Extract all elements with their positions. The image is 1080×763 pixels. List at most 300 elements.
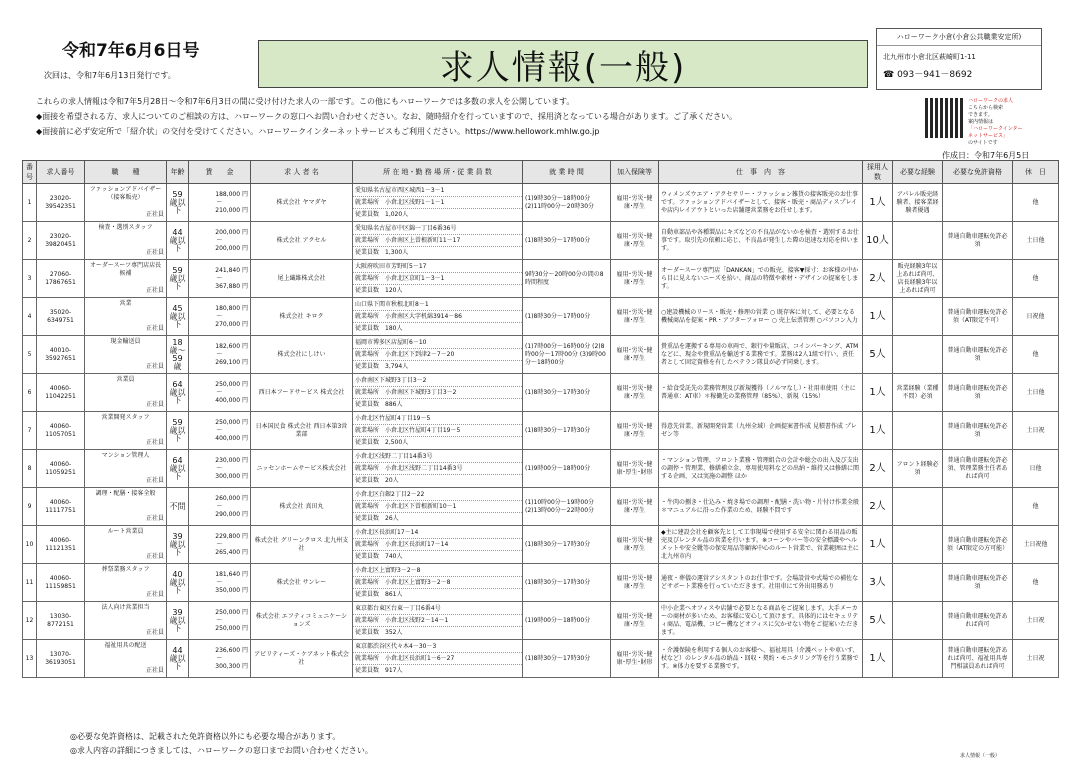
required-license: 普通自動車運転免許必須 <box>943 412 1013 450</box>
column-header: 番号 <box>23 161 37 184</box>
qr-note-line: ハローワークの求人 <box>968 98 1014 104</box>
job-title-cell <box>85 184 167 222</box>
work-place-label: 就業場所 <box>355 237 380 244</box>
job-description: オーダースーツ専門店「DANKAN」での販売、接客▼採寸：お客様の中から目に見えないニーズを拾い、商品の特徴や素材・デザインの提案をします。 <box>659 260 863 298</box>
employee-count: 180人 <box>385 325 403 332</box>
wage-unit: 円 <box>241 456 248 464</box>
issue-date: 令和7年6月6日号 <box>62 41 200 61</box>
employment-type: 正社員 <box>145 553 164 560</box>
employment-type: 正社員 <box>145 401 164 408</box>
age-limit: 44歳以下 <box>167 222 189 260</box>
employees-label: 従業員数 <box>355 363 380 370</box>
hiring-count: 1人 <box>863 526 893 564</box>
qr-note-line: のサイトです <box>968 140 998 146</box>
employment-type: 正社員 <box>145 477 164 484</box>
job-id: 40060-11042251 <box>37 374 85 412</box>
column-header: 加入保険等 <box>611 161 659 184</box>
employment-type: 正社員 <box>145 325 164 332</box>
work-place: 小倉北区浅野2－14－1 <box>385 617 449 624</box>
wage-cell <box>189 526 251 564</box>
insurance: 雇用･労災･健康･厚生･財形 <box>611 450 659 488</box>
footer-notes <box>70 730 373 758</box>
job-description: 得意先営業、新規開発営業（九州全域）企画提案書作成 見積書作成 プレゼン等 <box>659 412 863 450</box>
work-place-label: 就業場所 <box>355 275 380 282</box>
location-cell <box>353 184 523 222</box>
work-place-label: 就業場所 <box>355 541 380 548</box>
location-cell <box>353 602 523 640</box>
work-hours: 9時30分～20時00分の間の8時間程度 <box>523 260 611 298</box>
holidays: 他 <box>1013 184 1059 222</box>
age-limit: 59歳以下 <box>167 260 189 298</box>
column-header: 休 日 <box>1013 161 1059 184</box>
required-experience <box>893 222 943 260</box>
work-hours: (1)8時30分～17時30分 <box>523 412 611 450</box>
wage-max: 269,100 <box>215 358 241 366</box>
row-number: 4 <box>23 298 37 336</box>
wage-min: 188,000 <box>215 190 241 198</box>
location-cell <box>353 222 523 260</box>
row-number: 11 <box>23 564 37 602</box>
hiring-count: 2人 <box>863 450 893 488</box>
employees-label: 従業員数 <box>355 591 380 598</box>
work-hours: (1)9時00分～18時00分 <box>523 602 611 640</box>
work-place-label: 就業場所 <box>355 351 380 358</box>
company-name: 株式会社 グリーンクロス 北九州支社 <box>251 526 353 564</box>
job-title-cell <box>85 374 167 412</box>
location-cell <box>353 450 523 488</box>
wage-unit: 円 <box>241 494 248 502</box>
table-body <box>23 184 1059 678</box>
job-description: 通夜・葬儀の運営アシスタントのお仕事です。会場設営や式場での補佐などサポート業務を行っていただきます。社用車にて外出用務あり <box>659 564 863 602</box>
wage-tilde: ～ <box>216 616 223 624</box>
employee-count: 120人 <box>385 287 403 294</box>
row-number: 9 <box>23 488 37 526</box>
wage-min: 250,000 <box>215 380 241 388</box>
required-license: 普通自動車運転免許必須 <box>943 336 1013 374</box>
table-row[interactable] <box>23 564 1059 602</box>
wage-unit: 円 <box>241 228 248 236</box>
footer-right: 求人情報（一般） <box>960 753 1001 759</box>
holidays: 土日祝 <box>1013 412 1059 450</box>
row-number: 2 <box>23 222 37 260</box>
location-cell <box>353 298 523 336</box>
required-experience <box>893 640 943 678</box>
holidays: 土日祝 <box>1013 602 1059 640</box>
next-issue-note: 次回は、令和7年6月13日発行です。 <box>44 71 176 80</box>
column-header: 就 業 時 間 <box>523 161 611 184</box>
work-hours: (1)8時30分～17時00分 <box>523 298 611 336</box>
company-address: 愛知県名古屋市西区城西1－3－1 <box>353 185 522 197</box>
job-id: 40060-11117751 <box>37 488 85 526</box>
wage-min: 250,000 <box>215 418 241 426</box>
row-number: 7 <box>23 412 37 450</box>
required-experience <box>893 412 943 450</box>
table-row[interactable] <box>23 222 1059 260</box>
wage-max: 290,000 <box>215 510 241 518</box>
insurance: 雇用･労災･健康･厚生 <box>611 184 659 222</box>
required-experience <box>893 336 943 374</box>
wage-unit: 円 <box>241 282 248 290</box>
hiring-count: 1人 <box>863 298 893 336</box>
wage-cell <box>189 260 251 298</box>
wage-min: 180,800 <box>215 304 241 312</box>
row-number: 6 <box>23 374 37 412</box>
insurance: 雇用･労災･健康･厚生 <box>611 260 659 298</box>
wage-min: 241,840 <box>215 266 241 274</box>
wage-unit: 円 <box>241 548 248 556</box>
required-license <box>943 260 1013 298</box>
work-place-label: 就業場所 <box>355 579 380 586</box>
required-license: 普通自動車運転免許必須 <box>943 374 1013 412</box>
job-title: ルート営業員 <box>107 528 144 535</box>
job-title: 営業員 <box>116 376 135 383</box>
office-name: ハローワーク小倉(小倉公共職業安定所) <box>877 29 1041 46</box>
row-number: 12 <box>23 602 37 640</box>
work-hours: (1)8時30分～17時30分 <box>523 374 611 412</box>
holidays: 土日他 <box>1013 222 1059 260</box>
employee-count: 917人 <box>385 667 403 674</box>
job-id: 27060-17867651 <box>37 260 85 298</box>
wage-max: 367,880 <box>215 282 241 290</box>
employees-label: 従業員数 <box>355 287 380 294</box>
employment-type: 正社員 <box>145 439 164 446</box>
employee-count: 3,794人 <box>385 363 409 370</box>
work-place-label: 就業場所 <box>355 199 380 206</box>
job-title-cell <box>85 602 167 640</box>
column-header: 職 種 <box>85 161 167 184</box>
job-id: 40060-11159851 <box>37 564 85 602</box>
wage-unit: 円 <box>241 624 248 632</box>
wage-unit: 円 <box>241 358 248 366</box>
company-address: 小倉北区白銀2丁目2－22 <box>353 489 522 501</box>
job-title: 調理・配膳・接客全般 <box>95 490 156 497</box>
location-cell <box>353 260 523 298</box>
wage-unit: 円 <box>241 190 248 198</box>
holidays: 土日他 <box>1013 374 1059 412</box>
work-place-label: 就業場所 <box>355 503 380 510</box>
company-address: 東京都台東区台東一丁目6番4号 <box>353 603 522 615</box>
employee-count: 886人 <box>385 401 403 408</box>
age-limit: 64歳以下 <box>167 450 189 488</box>
hiring-count: 5人 <box>863 336 893 374</box>
work-place: 小倉北区浅野二丁目14番3号 <box>385 465 463 472</box>
hiring-count: 1人 <box>863 374 893 412</box>
wage-cell <box>189 640 251 678</box>
employee-count: 861人 <box>385 591 403 598</box>
required-license <box>943 488 1013 526</box>
wage-unit: 円 <box>241 586 248 594</box>
employees-label: 従業員数 <box>355 249 380 256</box>
job-title: 営業開発スタッフ <box>101 414 150 421</box>
job-title-cell <box>85 412 167 450</box>
work-hours: (1)9時00分～18時00分 <box>523 450 611 488</box>
table-row[interactable] <box>23 374 1059 412</box>
job-description: ・給食受託先の業務管理及び新規獲得（ノルマなし）・社用車使用（主に普通車：AT車）＊稼働先の業務管理（85%）、新規（15%） <box>659 374 863 412</box>
job-title-cell <box>85 450 167 488</box>
wage-cell <box>189 222 251 260</box>
job-title: オーダースーツ専門店店長候補 <box>89 262 162 277</box>
age-limit: 59歳以下 <box>167 412 189 450</box>
required-experience: アパレル販売経験者、接客業経験者優遇 <box>893 184 943 222</box>
job-description: ◆主に建設会社を顧客先として工事現場で使用する安全に関わる用品の販売及びレンタル品の営業を行います。※コーンやバー等の安全標識やヘルメットや安全靴等の保安用品等顧客中心のルート営業で、営業範囲は主に北九州市内 <box>659 526 863 564</box>
location-cell <box>353 488 523 526</box>
qr-note-line: できます。 <box>968 112 993 118</box>
job-id: 13070-36193051 <box>37 640 85 678</box>
work-place: 小倉北区長浜町17－14 <box>385 541 449 548</box>
insurance: 雇用･労災･健康･厚生 <box>611 374 659 412</box>
wage-unit: 円 <box>241 266 248 274</box>
wage-tilde: ～ <box>216 426 223 434</box>
wage-unit: 円 <box>241 570 248 578</box>
job-id: 13030-8772151 <box>37 602 85 640</box>
created-date: 作成日：令和7年6月5日 <box>942 151 1030 160</box>
wage-min: 236,600 <box>215 646 241 654</box>
required-experience: フロント経験必須 <box>893 450 943 488</box>
qr-code-icon[interactable] <box>925 98 965 138</box>
required-experience <box>893 298 943 336</box>
job-title: 現金輸送員 <box>110 338 141 345</box>
company-name: 株式会社にしけい <box>251 336 353 374</box>
work-hours: (1)10時00分～19時00分 (2)13時00分～22時00分 <box>523 488 611 526</box>
column-header: 必要な経験 <box>893 161 943 184</box>
work-place-label: 就業場所 <box>355 655 380 662</box>
footer-note: ◎求人内容の詳細につきましては、ハローワークの窓口までお問い合わせください。 <box>70 746 373 755</box>
wage-tilde: ～ <box>216 312 223 320</box>
holidays: 日祝他 <box>1013 298 1059 336</box>
insurance: 雇用･労災･健康･厚生 <box>611 336 659 374</box>
company-address: 小倉北区長浜町17－14 <box>353 527 522 539</box>
wage-cell <box>189 488 251 526</box>
wage-unit: 円 <box>241 396 248 404</box>
company-name: 株式会社 サンレー <box>251 564 353 602</box>
employment-type: 正社員 <box>145 249 164 256</box>
notice <box>36 94 886 139</box>
row-number: 1 <box>23 184 37 222</box>
wage-unit: 円 <box>241 418 248 426</box>
work-place-label: 就業場所 <box>355 617 380 624</box>
employment-type: 正社員 <box>145 591 164 598</box>
employment-type: 正社員 <box>145 287 164 294</box>
wage-unit: 円 <box>241 510 248 518</box>
work-place: 小倉北区浅野1－1－1 <box>385 199 445 206</box>
wage-tilde: ～ <box>216 578 223 586</box>
wage-max: 270,000 <box>215 320 241 328</box>
page-title: 求人情報(一般) <box>258 40 868 88</box>
holidays: 土日祝他 <box>1013 526 1059 564</box>
job-title: ファッションアドバイザー（接客販売） <box>89 186 162 201</box>
job-title: 葬祭業務スタッフ <box>101 566 150 573</box>
wage-unit: 円 <box>241 472 248 480</box>
table-row[interactable] <box>23 640 1059 678</box>
insurance: 雇用･労災･健康･厚生 <box>611 526 659 564</box>
qr-note <box>968 98 1048 147</box>
wage-cell <box>189 184 251 222</box>
job-title: 検査・選別スタッフ <box>98 224 153 231</box>
wage-cell <box>189 450 251 488</box>
table-row[interactable] <box>23 488 1059 526</box>
insurance: 雇用･労災･健康･厚生 <box>611 564 659 602</box>
employees-label: 従業員数 <box>355 629 380 636</box>
hiring-count: 1人 <box>863 184 893 222</box>
required-experience: 販売経験3年以上あれば尚可、店長経験3年以上あれば尚可 <box>893 260 943 298</box>
work-hours: (1)8時30分～17時30分 <box>523 526 611 564</box>
holidays: 他 <box>1013 260 1059 298</box>
employee-count: 2,500人 <box>385 439 409 446</box>
job-title-cell <box>85 260 167 298</box>
job-description: ○建設機械のリース・販売・修理の営業 ○ 既存客に対して、必要となる機械商品を提案・PR・アフターフォロー ○ 売上伝票管理 ○パソコン入力 <box>659 298 863 336</box>
table-row[interactable] <box>23 260 1059 298</box>
employees-label: 従業員数 <box>355 515 380 522</box>
wage-cell <box>189 298 251 336</box>
required-license: 普通自動車運転免許必須 <box>943 564 1013 602</box>
column-header: 求人番号 <box>37 161 85 184</box>
age-limit: 不問 <box>167 488 189 526</box>
table-row[interactable] <box>23 412 1059 450</box>
holidays: 他 <box>1013 336 1059 374</box>
employees-label: 従業員数 <box>355 211 380 218</box>
company-name: 株式会社 キロク <box>251 298 353 336</box>
location-cell <box>353 564 523 602</box>
notice-line: これらの求人情報は令和7年5月28日～令和7年6月3日の間に受け付けた求人の一部です。この他にもハローワークでは多数の求人を公開しています。 <box>36 97 575 106</box>
employee-count: 1,300人 <box>385 249 409 256</box>
wage-min: 229,800 <box>215 532 241 540</box>
column-header: 採用人数 <box>863 161 893 184</box>
wage-unit: 円 <box>241 244 248 252</box>
company-address: 福岡市博多区店屋町6－10 <box>353 337 522 349</box>
table-header <box>23 161 1059 184</box>
hiring-count: 1人 <box>863 640 893 678</box>
company-address: 山口県下関市秋根北町8－1 <box>353 299 522 311</box>
work-place: 小倉北区長浜町1－6－27 <box>385 655 455 662</box>
column-header: 年齢 <box>167 161 189 184</box>
insurance: 雇用･労災･健康･厚生 <box>611 488 659 526</box>
work-place-label: 就業場所 <box>355 427 380 434</box>
company-name: 尾上繊維株式会社 <box>251 260 353 298</box>
job-id: 23020-39820451 <box>37 222 85 260</box>
employee-count: 352人 <box>385 629 403 636</box>
insurance: 雇用･労災･健康･厚生 <box>611 602 659 640</box>
work-place: 小倉北区京町1－3－1 <box>385 275 445 282</box>
notice-line: ◆面接を希望される方、求人についてのご相談の方は、ハローワークの窓口へお問い合わせください。なお、随時紹介を行っていますので、採用済となっている場合があります。ご了承ください。 <box>36 112 738 121</box>
insurance: 雇用･労災･健康･厚生･財形 <box>611 640 659 678</box>
company-name: 西日本フードサービス 株式会社 <box>251 374 353 412</box>
location-cell <box>353 412 523 450</box>
table-row[interactable] <box>23 450 1059 488</box>
employment-type: 正社員 <box>145 629 164 636</box>
job-title: 営業 <box>119 300 132 307</box>
location-cell <box>353 526 523 564</box>
wage-max: 210,000 <box>215 206 241 214</box>
job-id: 40060-11059251 <box>37 450 85 488</box>
job-id: 40010-35927651 <box>37 336 85 374</box>
employees-label: 従業員数 <box>355 401 380 408</box>
holidays: 他 <box>1013 564 1059 602</box>
wage-cell <box>189 336 251 374</box>
required-license: 普通自動車運転免許必須 <box>943 222 1013 260</box>
required-license: 普通自動車運転免許必須（AT限定の方可能） <box>943 526 1013 564</box>
row-number: 13 <box>23 640 37 678</box>
wage-max: 350,000 <box>215 586 241 594</box>
job-description: ウィメンズウエア・アクセサリー・ファッション雑貨の接客販売のお仕事です。ファッションアドバイザーとして、接客・販売・商品ディスプレイや店内レイアウトといった店舗運営業務をお任せします。 <box>659 184 863 222</box>
employee-count: 20人 <box>385 477 399 484</box>
hiring-count: 2人 <box>863 488 893 526</box>
wage-unit: 円 <box>241 380 248 388</box>
column-header: 賃 金 <box>189 161 251 184</box>
job-description: 自動車部品や各種製品にキズなどの不良品がないかを検査・選別するお仕事です。取引先の依頼に応じ、不良品が発生した際の迅速な対応を担います。 <box>659 222 863 260</box>
wage-unit: 円 <box>241 646 248 654</box>
job-table <box>22 160 1059 678</box>
table-row[interactable] <box>23 298 1059 336</box>
wage-tilde: ～ <box>216 540 223 548</box>
table-row[interactable] <box>23 184 1059 222</box>
row-number: 10 <box>23 526 37 564</box>
employees-label: 従業員数 <box>355 477 380 484</box>
office-tel: ☎ 093－941－8692 <box>883 70 973 80</box>
work-place: 小倉南区下城野3丁目3－2 <box>385 389 457 396</box>
employment-type: 正社員 <box>145 515 164 522</box>
work-place-label: 就業場所 <box>355 313 380 320</box>
wage-max: 300,000 <box>215 472 241 480</box>
qr-note-line: ネットサービス」 <box>968 133 1009 139</box>
job-description: 貴重品を運搬する専用の車両で、銀行や量販店、コインパーキング、ATMなどに、現金や貴重品を輸送する業務です。業務は2人1組で行い、責任者として固定資格を有したベテラン隊員が必ず同乗します。 <box>659 336 863 374</box>
required-license: 普通自動車運転免許あれば尚可 <box>943 602 1013 640</box>
age-limit: 18歳～59歳 <box>167 336 189 374</box>
table-row[interactable] <box>23 526 1059 564</box>
employment-type: 正社員 <box>145 667 164 674</box>
wage-unit: 円 <box>241 434 248 442</box>
company-address: 小倉北区浅野二丁目14番3号 <box>353 451 522 463</box>
hiring-count: 5人 <box>863 602 893 640</box>
table-row[interactable] <box>23 336 1059 374</box>
work-hours: (1)8時30分～17時30分 <box>523 640 611 678</box>
wage-tilde: ～ <box>216 502 223 510</box>
wage-tilde: ～ <box>216 350 223 358</box>
employee-count: 1,020人 <box>385 211 409 218</box>
required-license: 普通自動車運転免許あれば尚可、福祉用具専門相談員あれば尚可 <box>943 640 1013 678</box>
company-address: 小倉北区竹屋町4丁目19－5 <box>353 413 522 425</box>
notice-line[interactable]: ◆面接前に必ず安定所で「紹介状」の交付を受けてください。ハローワークインターネットサービスもご利用ください。https://www.hellowork.mhlw.go.jp <box>36 127 600 136</box>
job-title-cell <box>85 222 167 260</box>
wage-max: 400,000 <box>215 396 241 404</box>
required-license: 普通自動車運転免許必須（AT限定不可） <box>943 298 1013 336</box>
wage-tilde: ～ <box>216 198 223 206</box>
company-address: 小倉北区上富野3－2－8 <box>353 565 522 577</box>
job-title: マンション管理人 <box>101 452 150 459</box>
job-id: 40060-11057051 <box>37 412 85 450</box>
column-header: 求 人 者 名 <box>251 161 353 184</box>
work-place: 小倉北区上富野3－2－8 <box>385 579 451 586</box>
job-title-cell <box>85 488 167 526</box>
qr-note-line: こちらから検索 <box>968 105 1004 111</box>
age-limit: 39歳以下 <box>167 526 189 564</box>
age-limit: 64歳以下 <box>167 374 189 412</box>
holidays: 他 <box>1013 488 1059 526</box>
location-cell <box>353 374 523 412</box>
qr-note-line: 案内情報は <box>968 119 994 125</box>
work-hours: (1)7時00分～16時00分 (2)8時00分～17時00分 (3)9時00分～18時00分 <box>523 336 611 374</box>
company-name: 株式会社 真田丸 <box>251 488 353 526</box>
wage-cell <box>189 374 251 412</box>
wage-max: 250,000 <box>215 624 241 632</box>
required-experience <box>893 488 943 526</box>
wage-unit: 円 <box>241 608 248 616</box>
wage-unit: 円 <box>241 532 248 540</box>
wage-unit: 円 <box>241 342 248 350</box>
company-name: ニッセンホームサービス株式会社 <box>251 450 353 488</box>
company-name: 株式会社 エフティコミュニケーションズ <box>251 602 353 640</box>
column-header: 所 在 地・勤 務 場 所・従 業 員 数 <box>353 161 523 184</box>
table-row[interactable] <box>23 602 1059 640</box>
